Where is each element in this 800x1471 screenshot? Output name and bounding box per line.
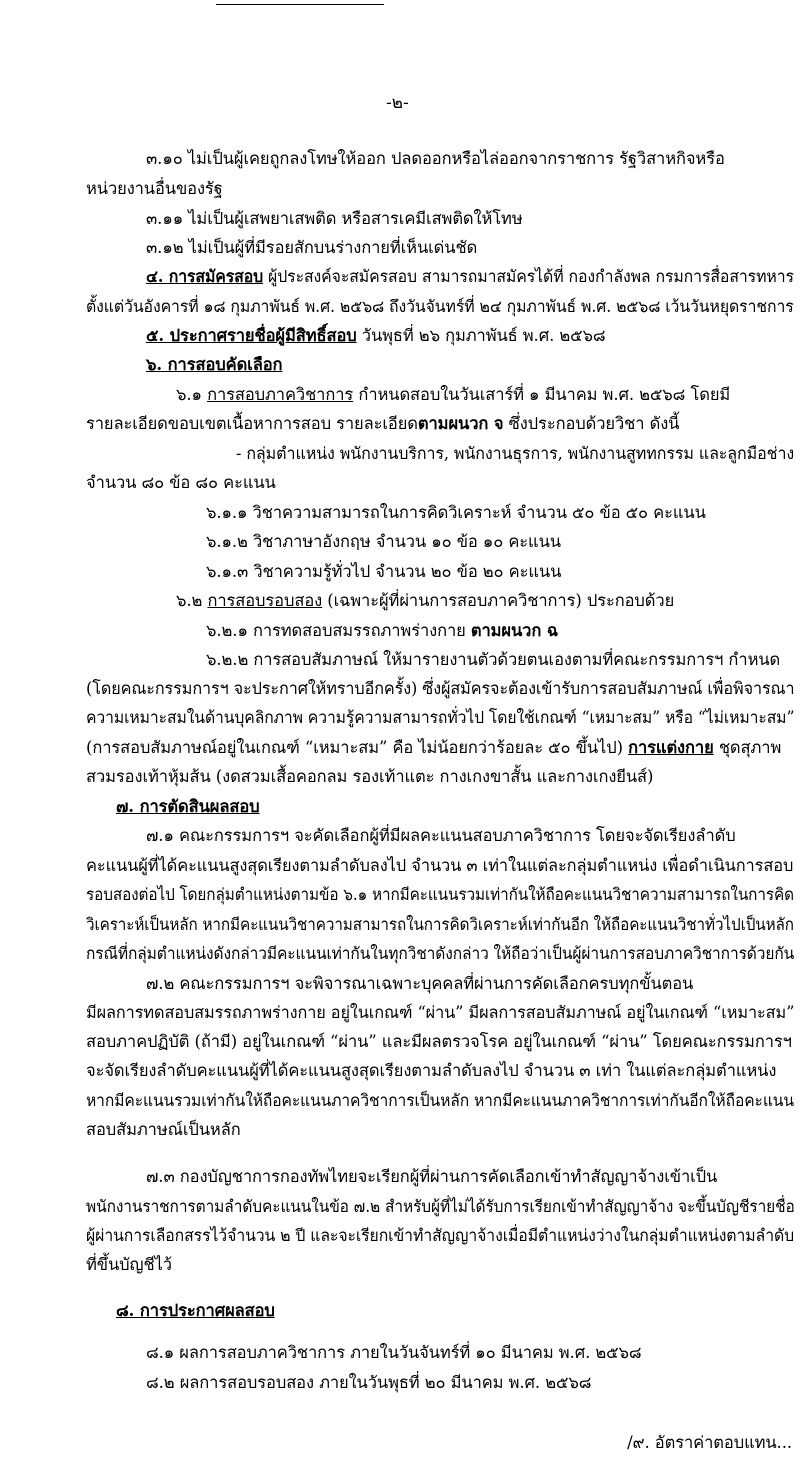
- section-6-2-2-line2: (โดยคณะกรรมการฯ จะประกาศให้ทราบอีกครั้ง) ซึ่งผู้สมัครจะต้องเข้ารับการสอบสัมภาษณ์ เพื่อพิจารณา: [86, 679, 795, 698]
- section-6-1-1: ๖.๑.๑ วิชาความสามารถในการคิดวิเคราะห์ จำนวน ๕๐ ข้อ ๕๐ คะแนน: [206, 503, 706, 522]
- section-4-cont: ตั้งแต่วันอังคารที่ ๑๘ กุมภาพันธ์ พ.ศ. ๒๕๖๘ ถึงวันจันทร์ที่ ๒๔ กุมภาพันธ์ พ.ศ. ๒๕๖๘ เว้นวันหยุดราชการ: [86, 297, 794, 316]
- section-8-1: ๘.๑ ผลการสอบภาควิชาการ ภายในวันจันทร์ที่ ๑๐ มีนาคม พ.ศ. ๒๕๖๘: [146, 1343, 642, 1362]
- item-3-10: ๓.๑๐ ไม่เป็นผู้เคยถูกลงโทษให้ออก ปลดออกหรือไล่ออกจากราชการ รัฐวิสาหกิจหรือ: [146, 149, 725, 168]
- section-6-1-heading: การสอบภาควิชาการ: [207, 385, 354, 404]
- section-7-heading: ๗. การตัดสินผลสอบ: [116, 797, 260, 816]
- section-7-3-l3: ผู้ผ่านการเลือกสรรไว้จำนวน ๒ ปี และจะเรียกเข้าทำสัญญาจ้างเมื่อมีตำแหน่งว่างในกลุ่มตำแหน่งตามลำดับ: [86, 1226, 795, 1245]
- section-7-2-l4: จะจัดเรียงลำดับคะแนนผู้ที่ได้คะแนนสูงสุดเรียงตามลำดับลงไป จำนวน ๓ เท่า ในแต่ละกลุ่มตำแหน่ง: [86, 1061, 777, 1080]
- continuation-note: /๙. อัตราค่าตอบแทน...: [627, 1433, 792, 1452]
- position-group-cont: จำนวน ๘๐ ข้อ ๘๐ คะแนน: [86, 473, 276, 492]
- section-6-2-heading: การสอบรอบสอง: [207, 591, 323, 610]
- section-6-2-2-line3: ความเหมาะสมในด้านบุคลิกภาพ ความรู้ความสามารถทั่วไป โดยใช้เกณฑ์ “เหมาะสม” หรือ “ไม่เหมาะสม”: [86, 708, 795, 727]
- section-5: [146, 325, 606, 347]
- section-7-1-l5: กรณีที่กลุ่มตำแหน่งดังกล่าวมีคะแนนเท่ากันในทุกวิชาดังกล่าว ให้ถือว่าเป็นผู้ผ่านการสอบภาควิชาการด้วยกัน: [86, 944, 795, 963]
- section-6-1-num: ๖.๑: [176, 385, 202, 404]
- top-rule: [216, 4, 384, 5]
- page-number: -๒-: [386, 93, 409, 113]
- section-6-2-text: (เฉพาะผู้ที่ผ่านการสอบภาควิชาการ) ประกอบด้วย: [327, 591, 675, 610]
- section-6-2-2: ๖.๒.๒ การสอบสัมภาษณ์ ให้มารายงานตัวด้วยตนเองตามที่คณะกรรมการฯ กำหนด: [206, 650, 781, 669]
- section-4: [146, 266, 794, 288]
- section-6-1-text: กำหนดสอบในวันเสาร์ที่ ๑ มีนาคม พ.ศ. ๒๕๖๘ โดยมี: [358, 385, 731, 404]
- dress-code-heading: การแต่งกาย: [628, 738, 714, 757]
- item-3-10-cont: หน่วยงานอื่นของรัฐ: [86, 179, 223, 198]
- section-7-1-l1: ๗.๑ คณะกรรมการฯ จะคัดเลือกผู้ที่มีผลคะแนนสอบภาควิชาการ โดยจะจัดเรียงลำดับ: [146, 826, 736, 845]
- item-3-11: ๓.๑๑ ไม่เป็นผู้เสพยาเสพติด หรือสารเคมีเสพติดให้โทษ: [146, 209, 523, 228]
- section-6-1-2: ๖.๑.๒ วิชาภาษาอังกฤษ จำนวน ๑๐ ข้อ ๑๐ คะแนน: [206, 532, 561, 551]
- annex-e: ตามผนวก จ: [417, 414, 504, 433]
- section-6-1: [176, 384, 730, 406]
- section-7-1-l2: คะแนนผู้ที่ได้คะแนนสูงสุดเรียงตามลำดับลงไป จำนวน ๓ เท่าในแต่ละกลุ่มตำแหน่ง เพื่อดำเนินการสอบ: [86, 856, 794, 875]
- section-7-2-l3: สอบภาคปฏิบัติ (ถ้ามี) อยู่ในเกณฑ์ “ผ่าน” และมีผลตรวจโรค อยู่ในเกณฑ์ “ผ่าน” โดยคณะกรรมการฯ: [86, 1032, 792, 1051]
- section-4-text: ผู้ประสงค์จะสมัครสอบ สามารถมาสมัครได้ที่ กองกำลังพล กรมการสื่อสารทหาร: [268, 267, 794, 286]
- section-7-1-l3: รอบสองต่อไป โดยกลุ่มตำแหน่งตามข้อ ๖.๑ หากมีคะแนนรวมเท่ากันให้ถือคะแนนวิชาความสามารถในการคิด: [86, 885, 794, 904]
- section-8-heading: ๘. การประกาศผลสอบ: [116, 1301, 275, 1320]
- section-7-3-l2: พนักงานราชการตามลำดับคะแนนในข้อ ๗.๒ สำหรับผู้ที่ไม่ได้รับการเรียกเข้าทำสัญญาจ้าง จะขึ้นบัญชีรายชื่อ: [86, 1197, 795, 1216]
- section-6-heading: ๖. การสอบคัดเลือก: [146, 355, 283, 374]
- item-3-12: ๓.๑๒ ไม่เป็นผู้ที่มีรอยสักบนร่างกายที่เห็นเด่นชัด: [146, 238, 478, 257]
- section-6-2-1: [206, 620, 558, 642]
- section-6-2-2-line5: สวมรองเท้าหุ้มส้น (งดสวมเสื้อคอกลม รองเท้าแตะ กางเกงขาสั้น และกางเกงยีนส์): [86, 767, 654, 786]
- section-7-3-l4: ที่ขึ้นบัญชีไว้: [86, 1255, 172, 1274]
- section-6-1-3: ๖.๑.๓ วิชาความรู้ทั่วไป จำนวน ๒๐ ข้อ ๒๐ คะแนน: [206, 562, 562, 581]
- section-7-2-l2: มีผลการทดสอบสมรรถภาพร่างกาย อยู่ในเกณฑ์ “ผ่าน” มีผลการสอบสัมภาษณ์ อยู่ในเกณฑ์ “เหมาะสม”: [86, 1003, 795, 1022]
- section-7-3-l1: ๗.๓ กองบัญชาการกองทัพไทยจะเรียกผู้ที่ผ่านการคัดเลือกเข้าทำสัญญาจ้างเข้าเป็น: [146, 1167, 718, 1186]
- position-group: - กลุ่มตำแหน่ง พนักงานบริการ, พนักงานธุรการ, พนักงานสูททกรรม และลูกมือช่าง: [236, 444, 795, 463]
- section-6-2-2-line4-a: (การสอบสัมภาษณ์อยู่ในเกณฑ์ “เหมาะสม” คือ ไม่น้อยกว่าร้อยละ ๕๐ ขึ้นไป): [86, 738, 623, 757]
- section-7-2-l1: ๗.๒ คณะกรรมการฯ จะพิจารณาเฉพาะบุคคลที่ผ่านการคัดเลือกครบทุกขั้นตอน: [146, 974, 694, 993]
- section-5-text: วันพุธที่ ๒๖ กุมภาพันธ์ พ.ศ. ๒๕๖๘: [361, 326, 606, 345]
- section-7-2-l5: หากมีคะแนนรวมเท่ากันให้ถือคะแนนภาควิชาการเป็นหลัก หากมีคะแนนภาควิชาการเท่ากันอีกให้ถือคะแนน: [86, 1091, 794, 1110]
- annex-f: ตามผนวก ฉ: [470, 621, 559, 640]
- section-7-1-l4: วิเคราะห์เป็นหลัก หากมีคะแนนวิชาความสามารถในการคิดวิเคราะห์เท่ากันอีก ให้ถือคะแนนวิชาทั่วไปเป็นหลัก: [86, 915, 794, 934]
- section-8-2: ๘.๒ ผลการสอบรอบสอง ภายในวันพุธที่ ๒๐ มีนาคม พ.ศ. ๒๕๖๘: [146, 1373, 592, 1392]
- section-6-2-2-line4-c: ชุดสุภาพ: [718, 738, 782, 757]
- section-6-1-line2-c: ซึ่งประกอบด้วยวิชา ดังนี้: [508, 414, 680, 433]
- section-6-2-1-text: ๖.๒.๑ การทดสอบสมรรถภาพร่างกาย: [206, 621, 466, 640]
- section-6-1-line2: [86, 413, 679, 435]
- section-6-2-2-line4: [86, 737, 781, 759]
- section-4-heading: ๔. การสมัครสอบ: [146, 267, 264, 286]
- section-6-1-line2-a: รายละเอียดขอบเขตเนื้อหาการสอบ รายละเอียด: [86, 414, 418, 433]
- section-5-heading: ๕. ประกาศรายชื่อผู้มีสิทธิ์สอบ: [146, 326, 357, 345]
- section-7-2-l6: สอบสัมภาษณ์เป็นหลัก: [86, 1120, 241, 1139]
- section-6-2: [176, 590, 674, 612]
- section-6-2-num: ๖.๒: [176, 591, 203, 610]
